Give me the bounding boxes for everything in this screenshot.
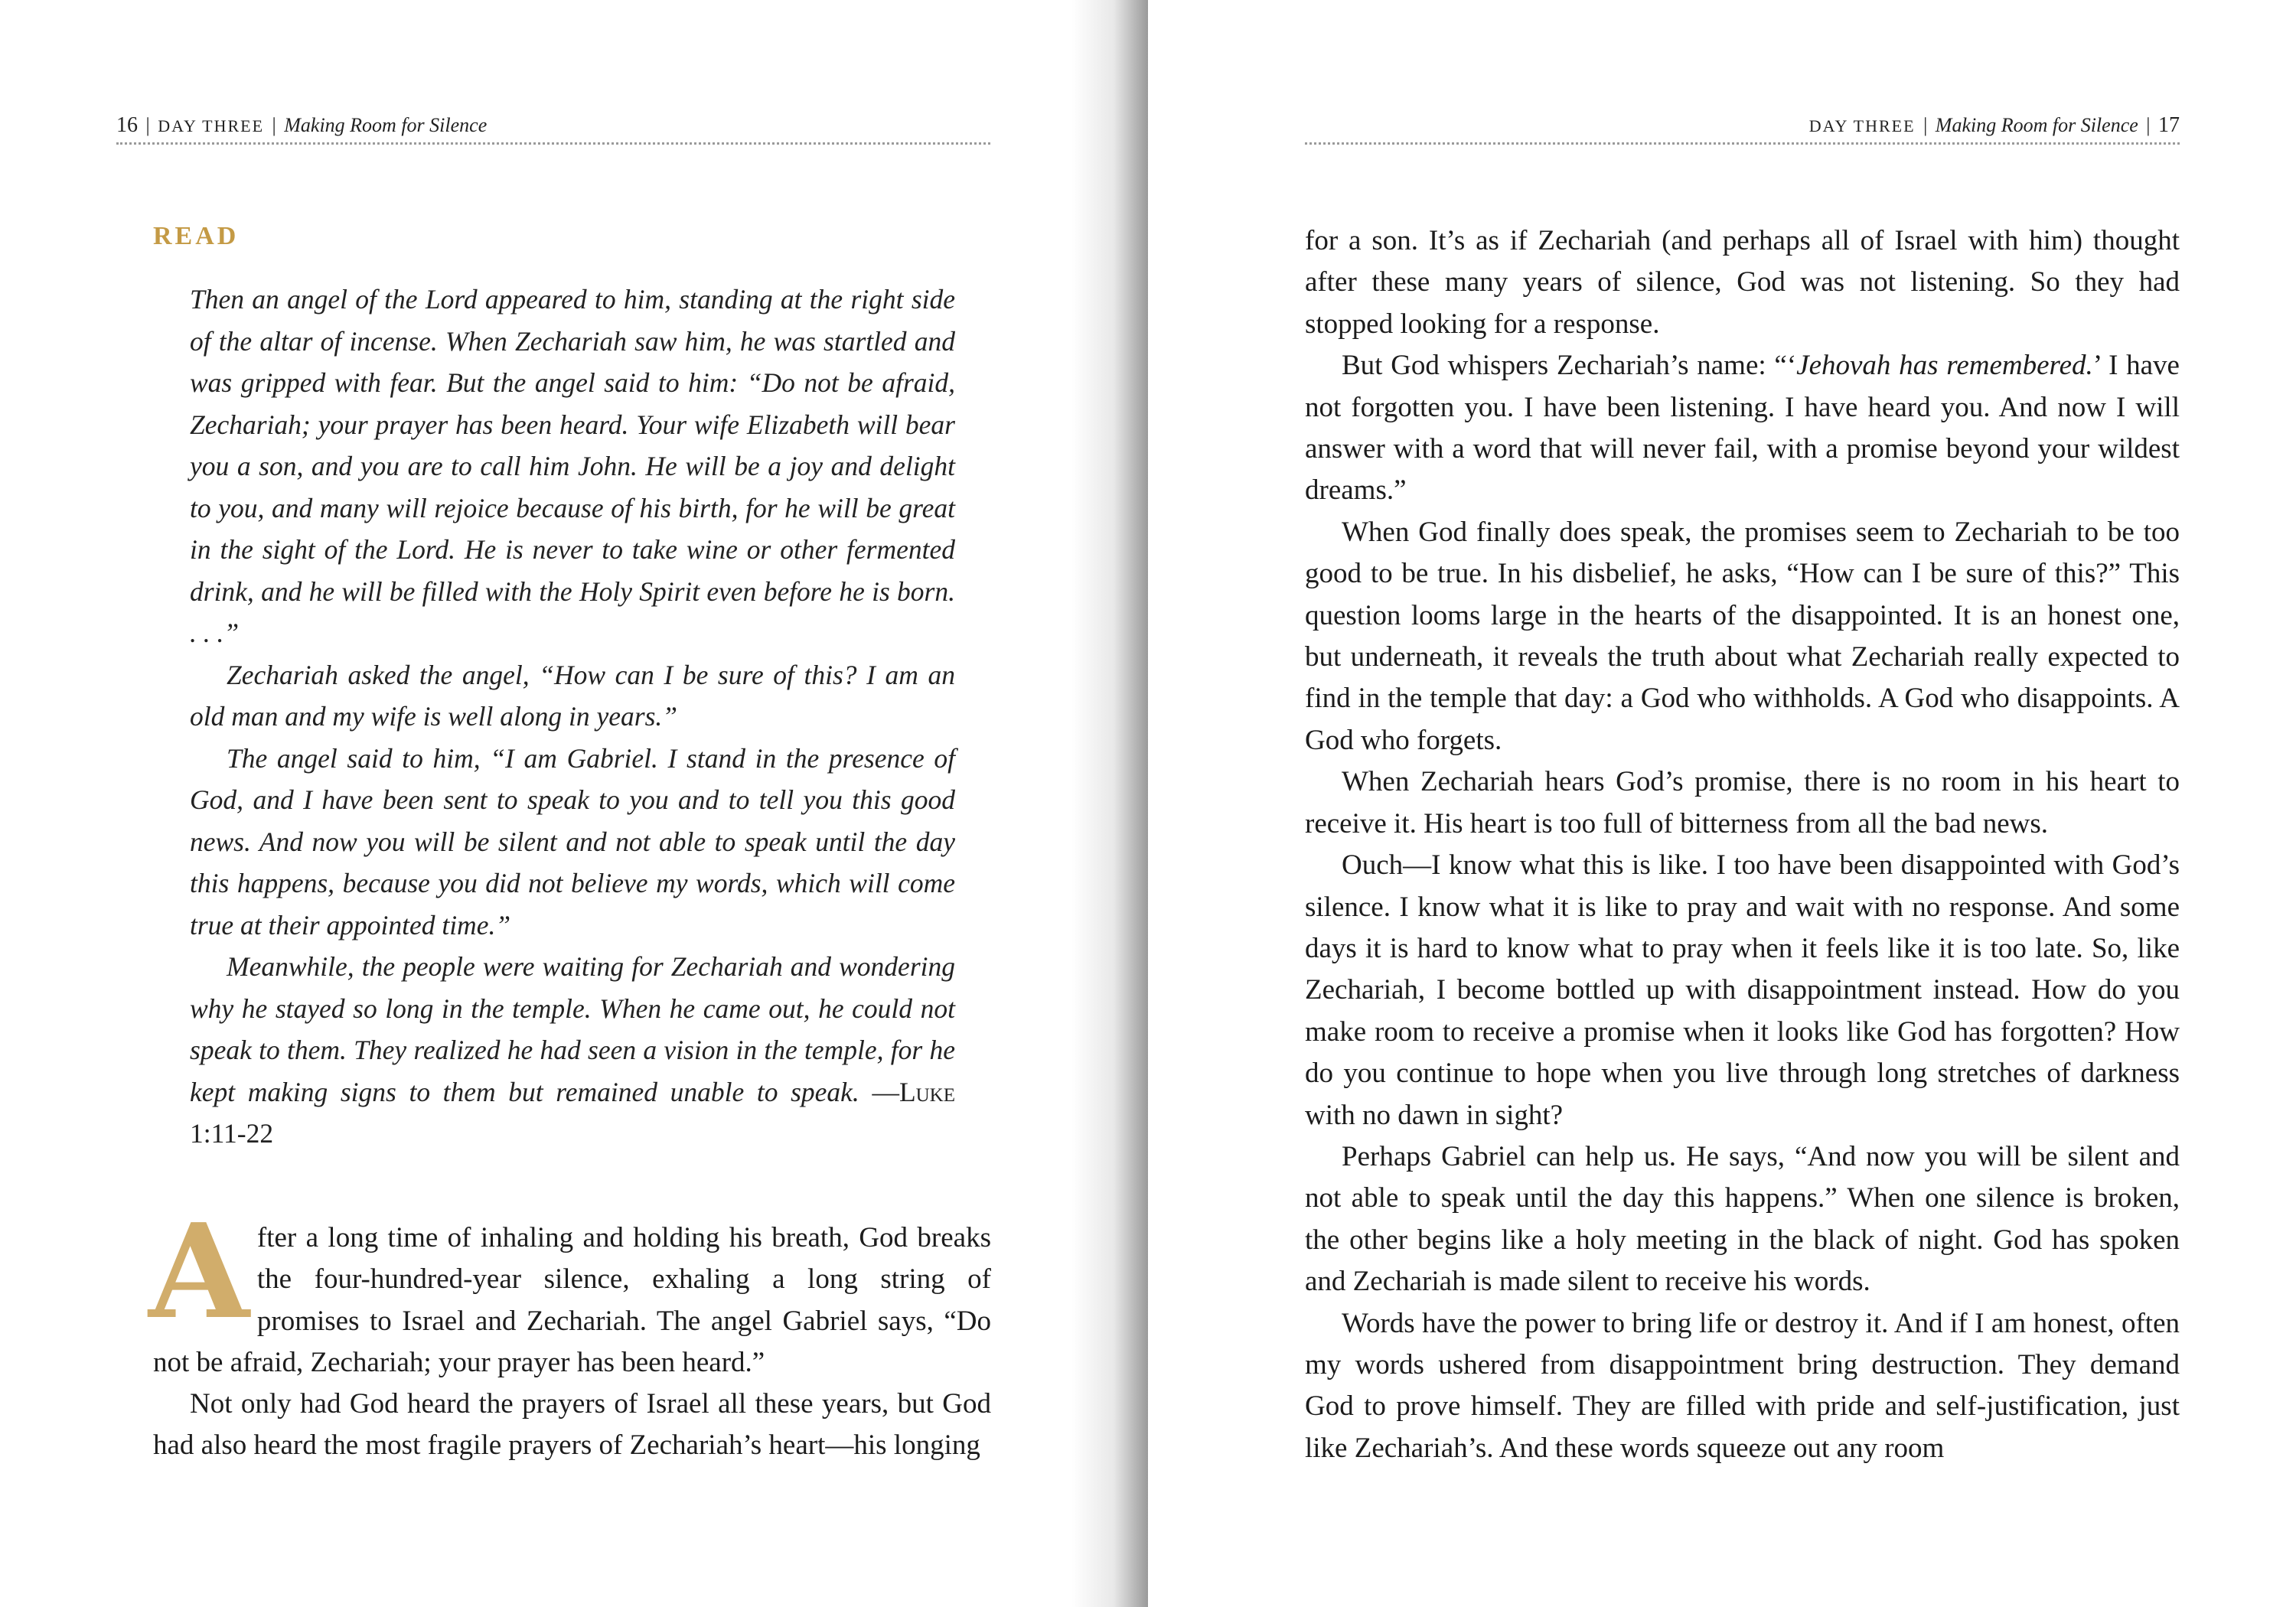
- body-paragraph: Words have the power to bring life or destroy it. And if I am honest, often my words ushered from disappointment bring destruction. They demand God to prove himself. They are filled with pride and self-justification, just like Zechariah’s. And these words squeeze out any room: [1305, 1307, 2180, 1464]
- separator: |: [145, 114, 150, 136]
- running-head-left: [116, 109, 990, 145]
- scripture-paragraph: The angel said to him, “I am Gabriel. I stand in the presence of God, and I have been sent to speak to you and to tell you this good news. And now you will be silent and not able to speak until the day this happens, because you did not believe my words, which will come true at their appointed time.”: [190, 742, 955, 940]
- scripture-paragraph: Then an angel of the Lord appeared to him, standing at the right side of the altar of incense. When Zechariah saw him, he was startled and was gripped with fear. But the angel said to him: “Do not be afraid, Zechariah; your prayer has been heard. Your wife Elizabeth will bear you a son, and you are to call him John. He will be a joy and delight to you, and many will rejoice because of his birth, for he will be great in the sight of the Lord. He is never to take wine or other fermented drink, and he will be filled with the Holy Spirit even before he is born. . . .”: [190, 284, 955, 648]
- body-paragraph: Not only had God heard the prayers of Israel all these years, but God had also heard the most fragile prayers of Zechariah’s heart—his longing: [153, 1388, 991, 1462]
- day-label: DAY THREE: [1808, 116, 1916, 135]
- scripture-text: Meanwhile, the people were waiting for Zechariah and wondering why he stayed so long in the temple. When he came out, he could not speak to them. They realized he had seen a vision in the temple, for he kept making signs to them but remained unable to speak.: [190, 951, 955, 1107]
- scripture-paragraph: Zechariah asked the angel, “How can I be sure of this? I am an old man and my wife is well along in years.”: [190, 659, 955, 732]
- drop-cap: A: [148, 1195, 249, 1348]
- scripture-citation: —Luke 1:11-22: [190, 1076, 956, 1149]
- body-paragraph: When Zechariah hears God’s promise, there is no room in his heart to receive it. His heart is too full of bitterness from all the bad news.: [1305, 766, 2180, 839]
- body-paragraph: for a son. It’s as if Zechariah (and perhaps all of Israel with him) thought after these many years of silence, God was not listening. So they had stopped looking for a response.: [1305, 225, 2180, 340]
- page-number: 17: [2158, 113, 2180, 137]
- italic-phrase: Jehovah has remembered.: [1796, 350, 2093, 382]
- text-run: But God whispers Zechariah’s name: “‘: [1342, 350, 1797, 382]
- chapter-title: Making Room for Silence: [1935, 114, 2138, 136]
- body-text-left: [148, 1195, 991, 1467]
- page-number: 16: [116, 113, 138, 137]
- scripture-paragraph-last: [190, 946, 955, 1155]
- body-paragraph: Ouch—I know what this is like. I too have been disappointed with God’s silence. I know what it is like to pray and wait with no response. And some days it is hard to know what to pray when it feels like it is too late. So, like Zechariah, I become bottled up with disappointment instead. How do you make room to receive a promise when it looks like God has forgotten? How do you continue to hope when you live through long stretches of darkness with no dawn in sight?: [1305, 849, 2180, 1131]
- separator: |: [272, 114, 276, 136]
- running-head-right: [1305, 109, 2180, 145]
- right-page: [1148, 0, 2296, 1607]
- section-heading-read: READ: [153, 222, 240, 250]
- separator: |: [1923, 114, 1928, 136]
- text-run: ’ I have not forgotten you. I have been listening. I have heard you. And now I will answer with a word that will never fail, with a promise beyond your wildest dreams.”: [1305, 350, 2180, 507]
- chapter-title: Making Room for Silence: [284, 114, 488, 136]
- body-paragraph-text: fter a long time of inhaling and holding his breath, God breaks the four-hundred-year silence, exhaling a long string of promises to Israel and Zechariah. The angel Gabriel says, “Do not be afraid, Zechariah; your prayer has been heard.”: [153, 1222, 991, 1378]
- body-paragraph: Perhaps Gabriel can help us. He says, “And now you will be silent and not able to speak until the day this happens.” When one silence is broken, the other begins like a holy meeting in the black of night. God has spoken and Zechariah is made silent to receive his words.: [1305, 1140, 2180, 1298]
- body-text-right: [1305, 220, 2180, 1469]
- body-paragraph: [1305, 345, 2180, 512]
- body-paragraph: [148, 1195, 991, 1384]
- scripture-passage: [190, 279, 955, 1155]
- body-paragraph: When God finally does speak, the promises seem to Zechariah to be too good to be true. In his disbelief, he asks, “How can I be sure of this?” This question looms large in the hearts of the disappointed. It is an honest one, but underneath, it reveals the truth about what Zechariah really expected to find in the temple that day: a God who withholds. A God who disappoints. A God who forgets.: [1305, 516, 2180, 756]
- gutter-shadow-left: [1071, 0, 1148, 1607]
- separator: |: [2146, 114, 2151, 136]
- day-label: DAY THREE: [158, 116, 265, 135]
